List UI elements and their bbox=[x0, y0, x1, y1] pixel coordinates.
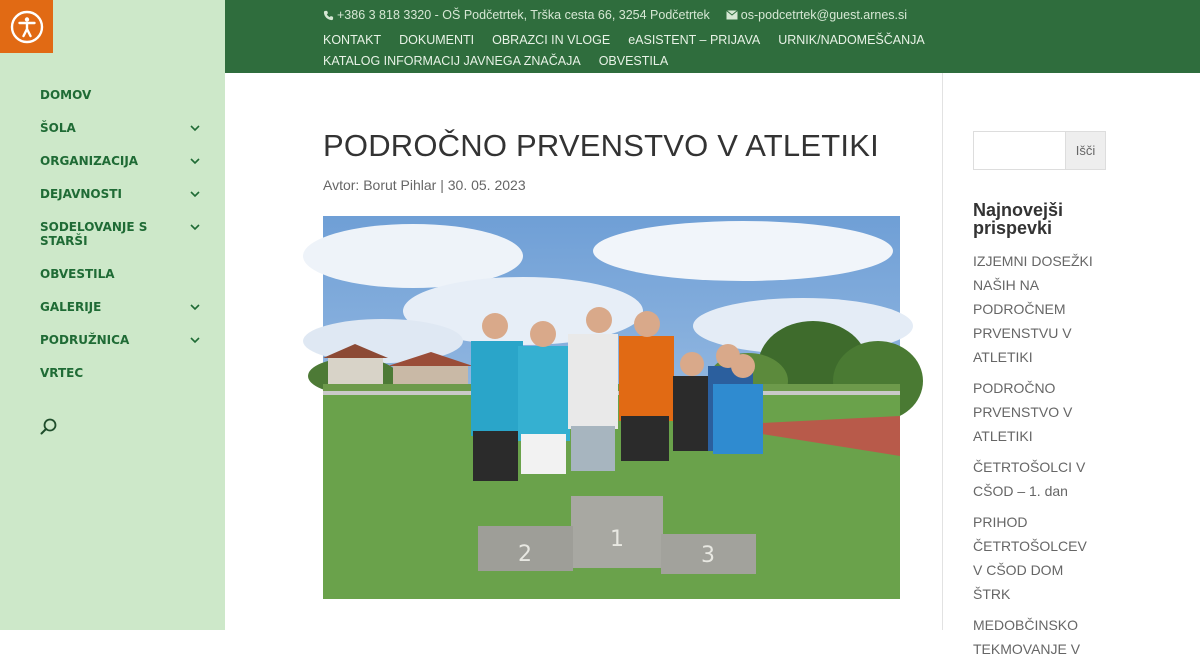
search-icon bbox=[39, 417, 59, 437]
sidebar-item[interactable] bbox=[40, 121, 210, 135]
sidebar-item[interactable] bbox=[40, 267, 210, 281]
accessibility-icon bbox=[9, 9, 45, 45]
top-nav-link[interactable]: eASISTENT – PRIJAVA bbox=[628, 32, 761, 47]
sidebar-item-label: DOMOV bbox=[40, 88, 92, 102]
top-nav-link[interactable]: OBRAZCI IN VLOGE bbox=[492, 32, 611, 47]
content-divider bbox=[942, 73, 943, 630]
sidebar-item-label: VRTEC bbox=[40, 366, 84, 380]
chevron-down-icon[interactable] bbox=[188, 154, 202, 168]
post-featured-image[interactable] bbox=[323, 216, 900, 599]
sidebar-item-label: OBVESTILA bbox=[40, 267, 115, 281]
contact-info bbox=[323, 8, 907, 22]
sidebar-item[interactable] bbox=[40, 333, 210, 347]
phone-address-text: +386 3 818 3320 - OŠ Podčetrtek, Trška cesta 66, 3254 Podčetrtek bbox=[337, 8, 710, 22]
search-input[interactable] bbox=[973, 131, 1065, 170]
chevron-down-icon[interactable] bbox=[188, 220, 202, 234]
recent-post-link[interactable]: PRIHOD ČETRTOŠOLCEV V CŠOD DOM ŠTRK bbox=[973, 514, 1087, 602]
svg-text:3: 3 bbox=[701, 543, 715, 568]
sidebar-item-label: ORGANIZACIJA bbox=[40, 154, 139, 168]
sidebar-item-label: SODELOVANJE S STARŠI bbox=[40, 220, 148, 248]
right-sidebar bbox=[973, 131, 1106, 668]
sidebar-item[interactable] bbox=[40, 187, 210, 201]
recent-post-link[interactable]: MEDOBČINSKO TEKMOVANJE V bbox=[973, 617, 1081, 657]
recent-post-link[interactable]: PODROČNO PRVENSTVO V ATLETIKI bbox=[973, 380, 1073, 444]
recent-posts-title: Najnovejši prispevki bbox=[973, 200, 1064, 238]
sidebar-item[interactable] bbox=[40, 366, 210, 380]
search-submit-button[interactable]: Išči bbox=[1065, 131, 1106, 170]
athletes-podium-photo bbox=[323, 216, 900, 599]
sidebar-nav bbox=[40, 88, 210, 399]
top-nav-link[interactable]: DOKUMENTI bbox=[399, 32, 475, 47]
svg-text:1: 1 bbox=[610, 527, 624, 552]
top-header bbox=[225, 0, 1200, 73]
chevron-down-icon[interactable] bbox=[188, 121, 202, 135]
sidebar-item-label: GALERIJE bbox=[40, 300, 102, 314]
sidebar-item[interactable] bbox=[40, 300, 210, 314]
post-title: PODROČNO PRVENSTVO V ATLETIKI bbox=[323, 128, 879, 163]
sidebar-item[interactable] bbox=[40, 220, 210, 248]
email-icon bbox=[726, 10, 738, 20]
recent-posts-list bbox=[973, 249, 1106, 661]
top-nav-row bbox=[323, 29, 1023, 50]
post-meta: Avtor: Borut Pihlar | 30. 05. 2023 bbox=[323, 177, 526, 193]
sidebar-item[interactable] bbox=[40, 154, 210, 168]
accessibility-button[interactable] bbox=[0, 0, 53, 53]
recent-post-link[interactable]: IZJEMNI DOSEŽKI NAŠIH NA PODROČNEM PRVENSTVU V ATLETIKI bbox=[973, 253, 1093, 365]
search-widget bbox=[973, 131, 1106, 170]
phone-icon bbox=[323, 10, 334, 21]
chevron-down-icon[interactable] bbox=[188, 187, 202, 201]
post-content bbox=[323, 128, 900, 568]
sidebar-item-label: DEJAVNOSTI bbox=[40, 187, 122, 201]
chevron-down-icon[interactable] bbox=[188, 300, 202, 314]
left-sidebar bbox=[0, 0, 225, 630]
svg-text:2: 2 bbox=[518, 542, 532, 567]
recent-post-link[interactable]: ČETRTOŠOLCI V CŠOD – 1. dan bbox=[973, 459, 1086, 499]
top-nav-link[interactable]: KATALOG INFORMACIJ JAVNEGA ZNAČAJA bbox=[323, 53, 581, 68]
chevron-down-icon[interactable] bbox=[188, 333, 202, 347]
top-nav-link[interactable]: OBVESTILA bbox=[598, 53, 669, 68]
email-link[interactable]: os-podcetrtek@guest.arnes.si bbox=[740, 8, 908, 22]
top-nav-row bbox=[323, 50, 1023, 71]
sidebar-item-label: PODRUŽNICA bbox=[40, 333, 130, 347]
top-nav-link[interactable]: URNIK/NADOMEŠČANJA bbox=[778, 32, 925, 47]
sidebar-search-button[interactable] bbox=[39, 417, 59, 437]
sidebar-item[interactable] bbox=[40, 88, 210, 102]
top-nav bbox=[323, 29, 1023, 71]
sidebar-item-label: ŠOLA bbox=[40, 121, 76, 135]
top-nav-link[interactable]: KONTAKT bbox=[323, 32, 382, 47]
